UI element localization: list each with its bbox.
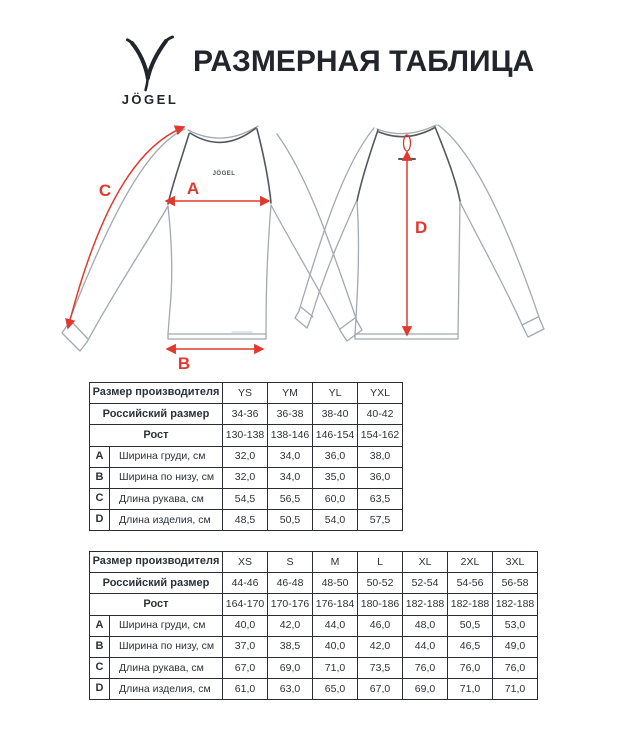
- table-row: [90, 594, 538, 615]
- sleeve-length-arrow: [68, 127, 184, 328]
- measure-letter: C: [90, 657, 110, 678]
- table-cell: 36-38: [268, 404, 313, 425]
- table-cell: YM: [268, 383, 313, 404]
- table-cell: 71,0: [448, 679, 493, 700]
- measure-label: Ширина груди, см: [110, 446, 223, 467]
- table-cell: 32,0: [223, 467, 268, 488]
- table-cell: 54,0: [313, 510, 358, 531]
- measurement-letters: [99, 179, 427, 373]
- table-cell: 56-58: [493, 573, 538, 594]
- measure-letter: D: [90, 510, 110, 531]
- label-sleeve-length: C: [98, 181, 112, 200]
- table-cell: 38,5: [268, 636, 313, 657]
- table-cell: 67,0: [223, 657, 268, 678]
- table-cell: 182-188: [448, 594, 493, 615]
- table-cell: 54,5: [223, 488, 268, 509]
- jogel-horns-icon: [128, 37, 173, 90]
- measurement-annotations: [68, 127, 411, 349]
- table-cell: 67,0: [358, 679, 403, 700]
- table-cell: 40,0: [223, 615, 268, 636]
- table-cell: 170-176: [268, 594, 313, 615]
- table-cell: 38,0: [358, 446, 403, 467]
- table-row: [90, 488, 403, 509]
- page-title: РАЗМЕРНАЯ ТАБЛИЦА: [193, 45, 535, 78]
- table-cell: 130-138: [223, 425, 268, 446]
- table-cell: 57,5: [358, 510, 403, 531]
- table-cell: YS: [223, 383, 268, 404]
- table-cell: 2XL: [448, 552, 493, 573]
- chest-logo-text: JÖGEL: [212, 171, 236, 177]
- table-cell: 44-46: [223, 573, 268, 594]
- table-row: [90, 615, 538, 636]
- table-row: [90, 552, 538, 573]
- table-cell: 164-170: [223, 594, 268, 615]
- table-cell: 48-50: [313, 573, 358, 594]
- front-shirt-drawing: [62, 126, 362, 351]
- table-row: [90, 573, 538, 594]
- row-header: Размер производителя: [90, 552, 223, 573]
- table-cell: 182-188: [493, 594, 538, 615]
- table-cell: 71,0: [313, 657, 358, 678]
- measure-label: Ширина груди, см: [110, 615, 223, 636]
- size-table-adult: [89, 551, 538, 700]
- table-cell: 50,5: [268, 510, 313, 531]
- label-chest-width: A: [186, 179, 200, 198]
- table-cell: 53,0: [493, 615, 538, 636]
- measure-letter: B: [90, 467, 110, 488]
- table-cell: 46-48: [268, 573, 313, 594]
- measure-letter: A: [90, 446, 110, 467]
- table-cell: 52-54: [403, 573, 448, 594]
- table-cell: YXL: [358, 383, 403, 404]
- table-cell: 71,0: [493, 679, 538, 700]
- table-cell: 48,0: [403, 615, 448, 636]
- table-cell: 61,0: [223, 679, 268, 700]
- table-cell: 32,0: [223, 446, 268, 467]
- table-cell: 56,5: [268, 488, 313, 509]
- measure-label: Длина рукава, см: [110, 657, 223, 678]
- table-cell: 35,0: [313, 467, 358, 488]
- table-cell: 40,0: [313, 636, 358, 657]
- measure-label: Длина изделия, см: [110, 679, 223, 700]
- back-shirt-seams: [357, 127, 460, 201]
- label-bottom-width: B: [177, 354, 191, 373]
- table-cell: 38-40: [313, 404, 358, 425]
- table-cell: 76,0: [403, 657, 448, 678]
- table-cell: M: [313, 552, 358, 573]
- table-cell: 76,0: [493, 657, 538, 678]
- table-row: [90, 467, 403, 488]
- table-cell: 34-36: [223, 404, 268, 425]
- measure-letter: B: [90, 636, 110, 657]
- table-cell: L: [358, 552, 403, 573]
- table-cell: 50,5: [448, 615, 493, 636]
- table-cell: 50-52: [358, 573, 403, 594]
- table-cell: 40-42: [358, 404, 403, 425]
- table-cell: 138-146: [268, 425, 313, 446]
- collar-point-marker: [404, 135, 411, 151]
- table-cell: 69,0: [403, 679, 448, 700]
- measure-label: Ширина по низу, см: [110, 636, 223, 657]
- table-cell: XL: [403, 552, 448, 573]
- table-cell: 48,5: [223, 510, 268, 531]
- measure-label: Ширина по низу, см: [110, 467, 223, 488]
- size-diagram: [0, 118, 624, 380]
- table-cell: 69,0: [268, 657, 313, 678]
- label-garment-length: D: [415, 218, 428, 237]
- table-cell: 73,5: [358, 657, 403, 678]
- table-row: [90, 636, 538, 657]
- measure-label: Длина изделия, см: [110, 510, 223, 531]
- table-cell: 49,0: [493, 636, 538, 657]
- table-cell: 42,0: [358, 636, 403, 657]
- table-cell: 36,0: [313, 446, 358, 467]
- brand-logo: [110, 30, 194, 108]
- brand-logo-text: JÖGEL: [121, 92, 179, 107]
- table-cell: 36,0: [358, 467, 403, 488]
- row-header: Рост: [90, 425, 223, 446]
- table-row: [90, 657, 538, 678]
- table-cell: 146-154: [313, 425, 358, 446]
- table-cell: 44,0: [403, 636, 448, 657]
- table-row: [90, 679, 538, 700]
- table-cell: 44,0: [313, 615, 358, 636]
- table-cell: 34,0: [268, 446, 313, 467]
- table-cell: 63,5: [358, 488, 403, 509]
- front-shirt-seams: [168, 128, 271, 204]
- table-cell: 46,5: [448, 636, 493, 657]
- measure-letter: A: [90, 615, 110, 636]
- table-cell: 176-184: [313, 594, 358, 615]
- table-row: [90, 446, 403, 467]
- table-cell: 54-56: [448, 573, 493, 594]
- table-cell: 34,0: [268, 467, 313, 488]
- table-row: [90, 404, 403, 425]
- table-cell: 63,0: [268, 679, 313, 700]
- table-cell: 65,0: [313, 679, 358, 700]
- row-header: Российский размер: [90, 573, 223, 594]
- table-cell: YL: [313, 383, 358, 404]
- table-row: [90, 383, 403, 404]
- row-header: Размер производителя: [90, 383, 223, 404]
- table-cell: XS: [223, 552, 268, 573]
- table-cell: 154-162: [358, 425, 403, 446]
- row-header: Рост: [90, 594, 223, 615]
- table-cell: S: [268, 552, 313, 573]
- table-row: [90, 510, 403, 531]
- table-cell: 37,0: [223, 636, 268, 657]
- table-cell: 3XL: [493, 552, 538, 573]
- table-cell: 180-186: [358, 594, 403, 615]
- table-cell: 182-188: [403, 594, 448, 615]
- table-cell: 46,0: [358, 615, 403, 636]
- measure-letter: D: [90, 679, 110, 700]
- table-cell: 76,0: [448, 657, 493, 678]
- size-table-youth: [89, 382, 403, 531]
- table-cell: 42,0: [268, 615, 313, 636]
- table-row: [90, 425, 403, 446]
- measure-label: Длина рукава, см: [110, 488, 223, 509]
- measure-letter: C: [90, 488, 110, 509]
- row-header: Российский размер: [90, 404, 223, 425]
- table-cell: 60,0: [313, 488, 358, 509]
